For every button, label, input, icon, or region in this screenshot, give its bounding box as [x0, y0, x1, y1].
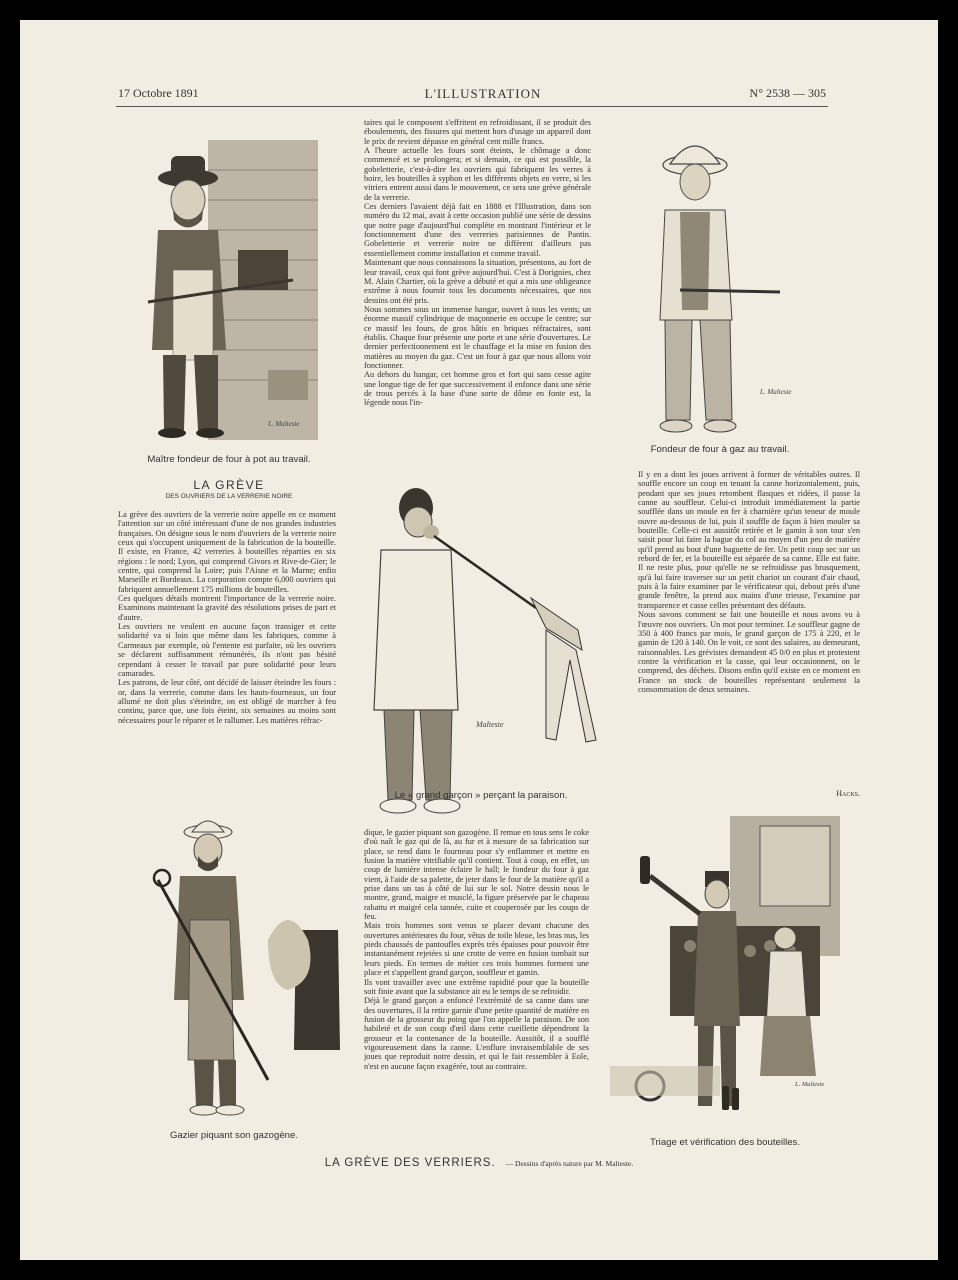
footer-credit: — Dessins d'après nature par M. Malteste.: [505, 1159, 634, 1168]
gas-furnace-founder-drawing: [620, 120, 820, 450]
illustration-master-founder: [118, 120, 340, 450]
caption-gazier: Gazier piquant son gazogène.: [169, 1130, 298, 1141]
illustration-bottle-sorting: [610, 816, 840, 1134]
illustration-gas-furnace-founder: [620, 120, 820, 450]
issue-page-number: N° 2538 — 305: [749, 86, 826, 100]
article-column-middle-top: taires qui le composent s'effritent en refroidissant, il se produit des éboulements, des fissures qui mettent hors d'usage un appareil dont le prix de revient dépasse en général cent mille francs. A l'heure actuelle les fours sont éteints, le chômage a donc commencé et se prolongera; et si demain, ce qui est possible, la gobeletterie, c'est-à-dire les ouvriers qui fabriquent les verres à boire, les bouteilles à syphon et les différents objets en verre, si les vitriers entrent aussi dans le mouvement, ce sera une grève générale de la verrerie. Ces derniers l'avaient déjà fait en 1888 et l'Illustration, dans son numéro du 12 mai, avait à cette occasion publié une série de dessins que notre page d'aujourd'hui complète en montrant l'intérieur et le fonctionnement d'une des verreries parisiennes de Pantin. Gobeletterie et verrerie noire ne diffèrent d'ailleurs pas essentiellement comme installation et comme travail. Maintenant que nous connaissons la situation, présentons, au fort de leur travail, ceux qui font grève aujourd'hui. C'est à Dorignies, chez M. Alain Chartier, où la grève a débuté et qui a mis une obligeance extrême à nous fournir tous les documents nécessaires, que nos dessins ont été pris. Nous sommes sous un immense hangar, ouvert à tous les vents; un énorme massif cylindrique de maçonnerie en occupe le centre; sur ce massif les fours, de gros bâtis en briques réfractaires, sont établis. Chaque four présente une porte et une série d'ouvertures. Le dernier perfectionnement est le chauffage et la mise en fusion des matières au moyen du gaz. C'est un four à gaz que nous allons voir fonctionner. Au dehors du hangar, cet homme gros et fort qui sans cesse agite une longue tige de fer que successivement il enfonce dans une série de trous percés à la base d'une sorte de dôme en fonte est, la légende nous l'in-: [364, 118, 591, 408]
caption-master-founder: Maître fondeur de four à pot au travail.: [147, 454, 311, 465]
author-signature: Hacks.: [836, 789, 860, 798]
article-subtitle: DES OUVRIERS DE LA VERRERIE NOIRE: [165, 493, 293, 500]
caption-gas-furnace-founder: Fondeur de four à gaz au travail.: [650, 444, 790, 455]
masthead-title: L'ILLUSTRATION: [424, 86, 542, 101]
gazier-drawing: [118, 810, 350, 1128]
artist-signature: Malteste: [476, 720, 504, 729]
header-rule: [116, 106, 828, 107]
article-title: LA GRÈVE: [193, 478, 265, 492]
article-column-middle-bottom: dique, le gazier piquant son gazogène. Il remue en tous sens le coke d'où naît le gaz qui de là, au fur et à mesure de sa fabrication sur place, se rend dans le fourneau pour s'y enflammer et mettre en fusion la matière vitrifiable qu'il contient. Tout à coup, en effet, un coup de lumière intense éclaire le hall; le fondeur du four à gaz vient, à l'aide de sa palette, de jeter dans le four de la matière qu'il a prise dans un tas à côté de lui sur le sol. Notre dessin nous le montre, grand, maigre et musclé, la figure préservée par le chapeau rabattu et maigré cela tannée, cuite et couperosée par les coups de feu. Mais trois hommes sont venus se placer devant chacune des ouvertures antérieures du four, vêtus de toile bleue, les bras nus, les pieds chaussés de pantoufles exprès très épaisses pour pouvoir être instantanément rejetées si une crotte de verre en fusion tombait sur leurs pieds. En termes de métier ces trois hommes forment une place et s'appellent grand garçon, souffleur et gamin. Ils vont travailler avec une extrême rapidité pour que la bouteille soit finie avant que la substance ait eu le temps de se refroidir. Déjà le grand garçon a enfoncé l'extrémité de sa canne dans une des ouvertures, il la retire garnie d'une petite quantité de matière en fusion de la grosseur du poing que l'on appelle la paraison. De son habileté et de son coup d'œil dans cette cueillette dépendront la grosseur et la contenance de la bouteille. Aussitôt, il a soufflé vigoureusement dans la canne. L'enflure invraisemblable de ses joues que reproduit notre dessin, et qui le fait ressembler à Eole, n'est en aucune façon exagérée, tout au contraire.: [364, 828, 589, 1071]
illustration-gazier: [118, 810, 350, 1128]
caption-bottle-sorting: Triage et vérification des bouteilles.: [649, 1137, 801, 1148]
artist-signature: L. Malteste: [795, 1081, 825, 1088]
article-column-right: Il y en a dont les joues arrivent à former de véritables outres. Il souffle encore un coup en tenant la canne horizontalement, puis, pendant que ses joues retombent flasques et ridées, il passe la canne au souffleur. Celui-ci introduit immédiatement la partie soufflée dans un moule en fer à charnière qu'un teneur de moule ouvre au-dessous de lui, puis il souffle de façon à bien mouler sa bouteille. Celle-ci est aussitôt retirée et le gamin à son tour s'en saisit pour lui faire la bague du col au moyen d'un peu de matière qu'il prend au bout d'une baguette de fer. Un petit coup sec sur un rebord de fer, et la bouteille est séparée de sa canne. Elle est faite. Il ne reste plus, pour qu'elle ne se refroidisse pas brusquement, qu'à lui faire traverser sur un petit chariot un courant d'air chaud, puis à la faire examiner par le vérificateur qui, debout près d'une grande fenêtre, la prend aux mains d'une trieuse, l'examine par transparence et casse celles présentant des défauts. Nous savons comment se fait une bouteille et nous avons vu à l'œuvre nos ouvriers. Un mot pour terminer. Le souffleur gagne de 350 à 400 francs par mois, le grand garçon de 175 à 220, et le gamin de 120 à 140. On le voit, ce sont des salaires, au demeurant, raisonnables. Les grévistes demandent 45 0/0 en plus et protestent contre la vérification et la casse, qui leur occasionnent, on le comprend, des déchets. Disons enfin qu'il existe en ce moment en France un stock de bouteilles représentant seulement la consommation de deux semaines.: [638, 470, 860, 694]
illustration-grand-garcon: [346, 480, 616, 820]
footer-title: LA GRÈVE DES VERRIERS.: [324, 1157, 496, 1169]
master-founder-drawing: [118, 120, 340, 450]
caption-grand-garcon: Le « grand garçon » perçant la paraison.: [394, 790, 568, 801]
newspaper-page: [20, 20, 938, 1260]
page-footer: [20, 1153, 938, 1171]
artist-signature: L. Malteste: [268, 420, 300, 428]
article-column-left: La grève des ouvriers de la verrerie noire appelle en ce moment l'attention sur un côté intéressant d'une de nos grandes industries françaises. On désigne sous le nom d'ouvriers de la verrerie noire ceux qui s'occupent uniquement de la fabrication de la bouteille. Il existe, en France, 42 verreries à bouteilles réparties en six régions : le nord; Lyon, qui comprend Givors et Rive-de-Gier; le centre, qui comprend la Loire; puis l'Aisne et la Marne; enfin Marseille et Bordeaux. La corporation compte 6,000 ouvriers qui fabriquent annuellement 175 millions de bouteilles. Ces quelques détails montrent l'importance de la verrerie noire. Examinons maintenant la gravité des résolutions prises de part et d'autre. Les ouvriers ne veulent en aucune façon transiger et cette solidarité va si loin que même dans les fabriques, comme à Carmeaux par exemple, où l'entente est parfaite, où les ouvriers se déclarent suffisamment rémunérés, ils n'ont pas hésité cependant à cesser le travail par pure solidarité pour leurs camarades. Les patrons, de leur côté, ont décidé de laisser éteindre les fours : or, dans la verrerie, comme dans les hauts-fourneaux, un four allumé ne doit plus s'éteindre, on est obligé de marcher à feu continu, parce que, une fois éteint, six semaines au moins sont nécessaires pour le réparer et le rallumer. Les matières réfrac-: [118, 510, 336, 725]
issue-date: 17 Octobre 1891: [118, 86, 199, 100]
artist-signature: L. Malteste: [760, 388, 792, 396]
grand-garcon-drawing: [346, 480, 616, 820]
